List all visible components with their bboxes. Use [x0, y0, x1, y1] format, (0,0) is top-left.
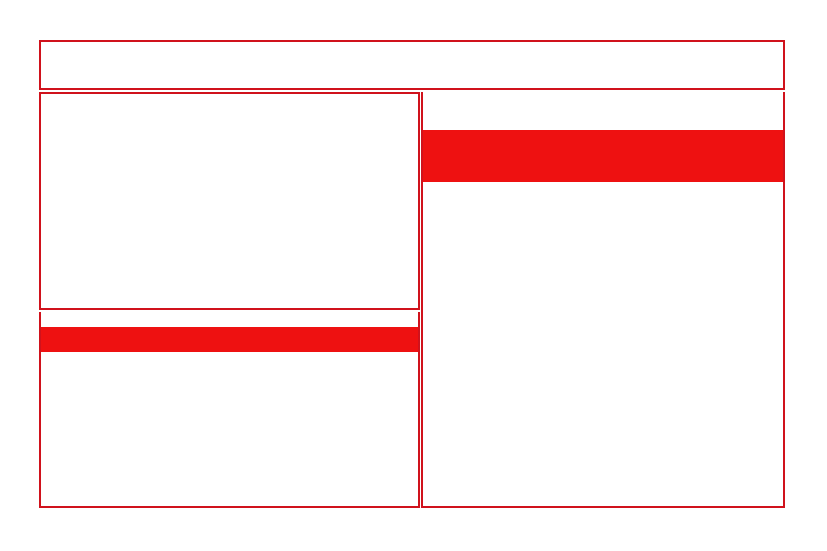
clients-heading: [423, 130, 783, 182]
intro-section: [39, 92, 420, 310]
trainers-section: [39, 312, 420, 508]
clients-section: [421, 92, 785, 508]
clients-text: [423, 182, 783, 203]
paw-border-top: [423, 92, 783, 130]
trainers-text: [41, 352, 418, 362]
paw-border-bottom: [39, 508, 789, 530]
trainers-heading: [41, 327, 418, 352]
page-title: [39, 40, 785, 90]
